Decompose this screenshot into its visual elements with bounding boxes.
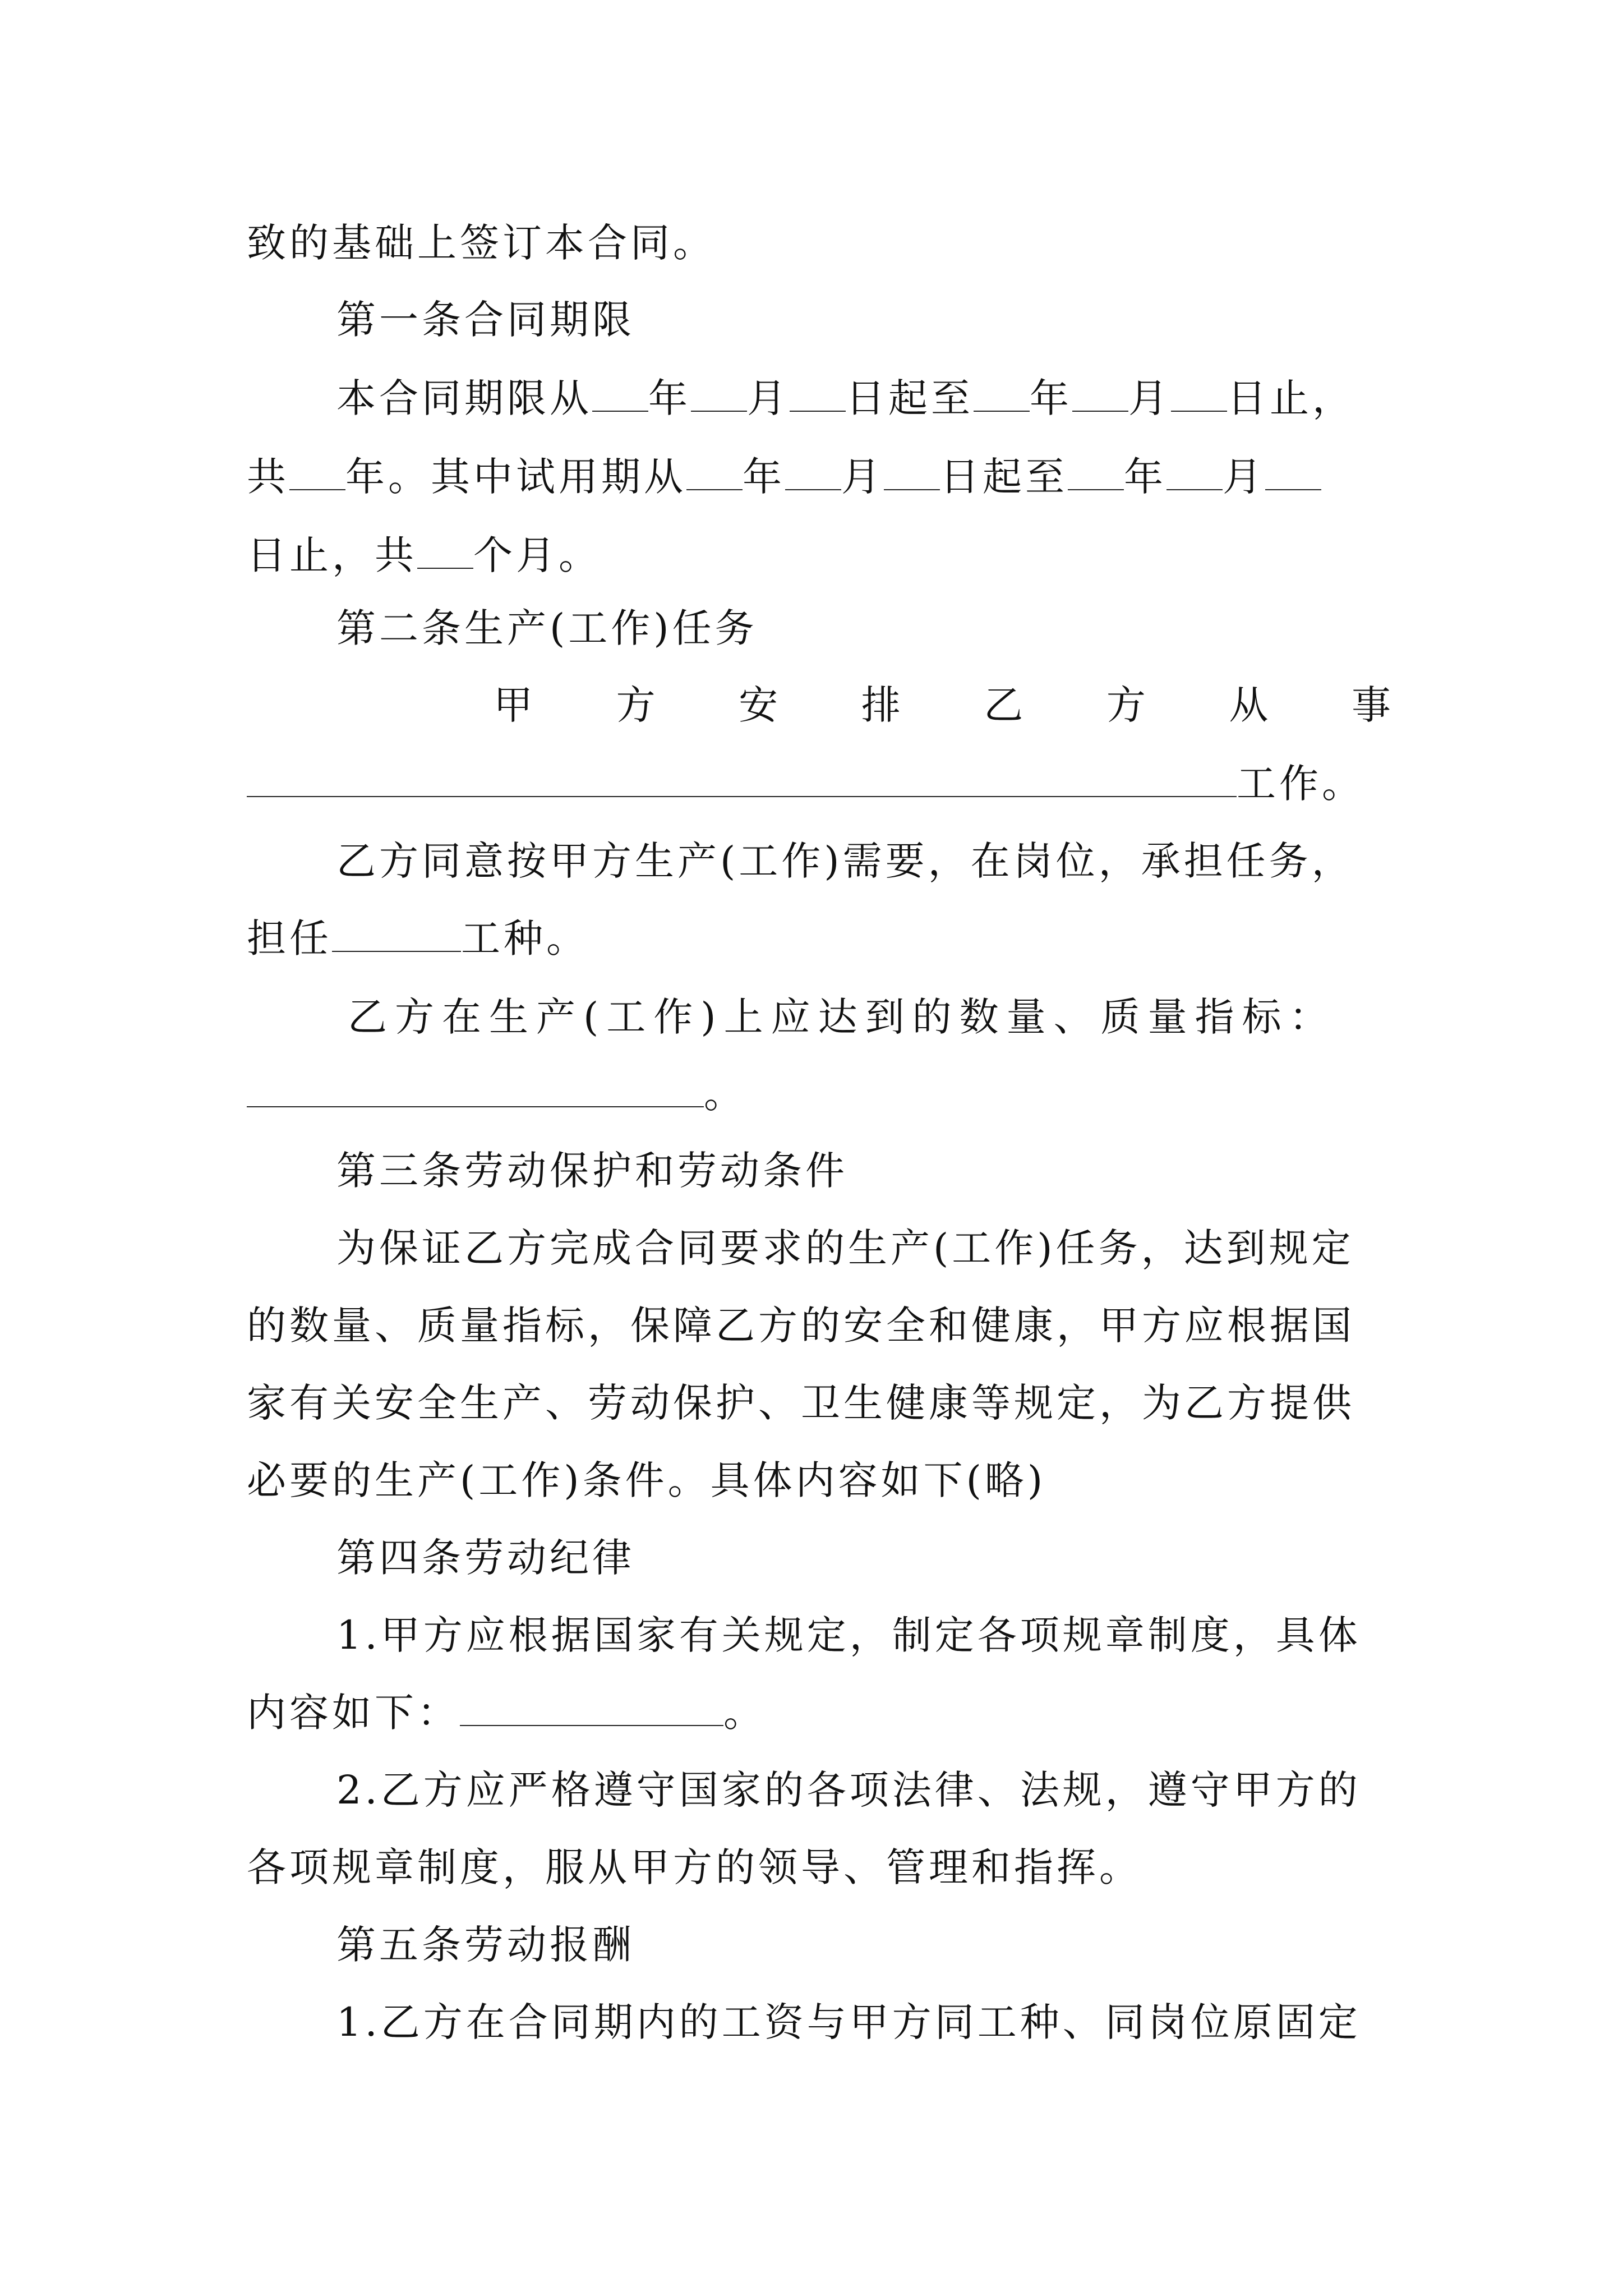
paragraph-line: 乙方在生产(工作)上应达到的数量、质量指标： (348, 994, 1336, 1040)
quota-blank-line: 。 (247, 1074, 746, 1114)
assignment-blank-line: 工作。 (247, 764, 1364, 803)
paragraph-line: 致的基础上签订本合同。 (247, 220, 716, 266)
rules-blank-line: 内容如下： 。 (247, 1690, 766, 1736)
job-type-line: 担任 工种。 (247, 915, 589, 961)
term-line-3: 日止，共 个月。 (247, 532, 601, 578)
paragraph-line: 1.甲方应根据国家有关规定，制定各项规章制度，具体 (336, 1612, 1361, 1658)
article-1-heading: 第一条合同期限 (336, 297, 635, 343)
paragraph-line: 2.乙方应严格遵守国家的各项法律、法规，遵守甲方的 (336, 1767, 1361, 1813)
term-line-1: 本合同期限从 年 月 日起至 年 月 日止， (336, 375, 1355, 421)
term-line-2: 共 年。其中试用期从 年 月 日起至 年 月 (247, 457, 1321, 496)
article-5-heading: 第五条劳动报酬 (336, 1922, 635, 1968)
paragraph-line: 为保证乙方完成合同要求的生产(工作)任务，达到规定 (336, 1225, 1354, 1271)
paragraph-line: 各项规章制度，服从甲方的领导、管理和指挥。 (247, 1844, 1142, 1890)
article-3-heading: 第三条劳动保护和劳动条件 (336, 1148, 848, 1194)
article-2-heading: 第二条生产(工作)任务 (336, 605, 758, 651)
article-4-heading: 第四条劳动纪律 (336, 1535, 635, 1581)
paragraph-line: 1.乙方在合同期内的工资与甲方同工种、同岗位原固定 (336, 1999, 1361, 2045)
paragraph-line: 的数量、质量指标，保障乙方的安全和健康，甲方应根据国 (247, 1303, 1355, 1349)
paragraph-line: 乙方同意按甲方生产(工作)需要，在岗位，承担任务， (336, 838, 1354, 884)
work-blank (247, 767, 1237, 797)
paragraph-line: 必要的生产(工作)条件。具体内容如下(略) (247, 1457, 1046, 1503)
assignment-line: 甲 方 安 排 乙 方 从 事 (494, 682, 1391, 728)
paragraph-line: 家有关安全生产、劳动保护、卫生健康等规定，为乙方提供 (247, 1380, 1355, 1426)
